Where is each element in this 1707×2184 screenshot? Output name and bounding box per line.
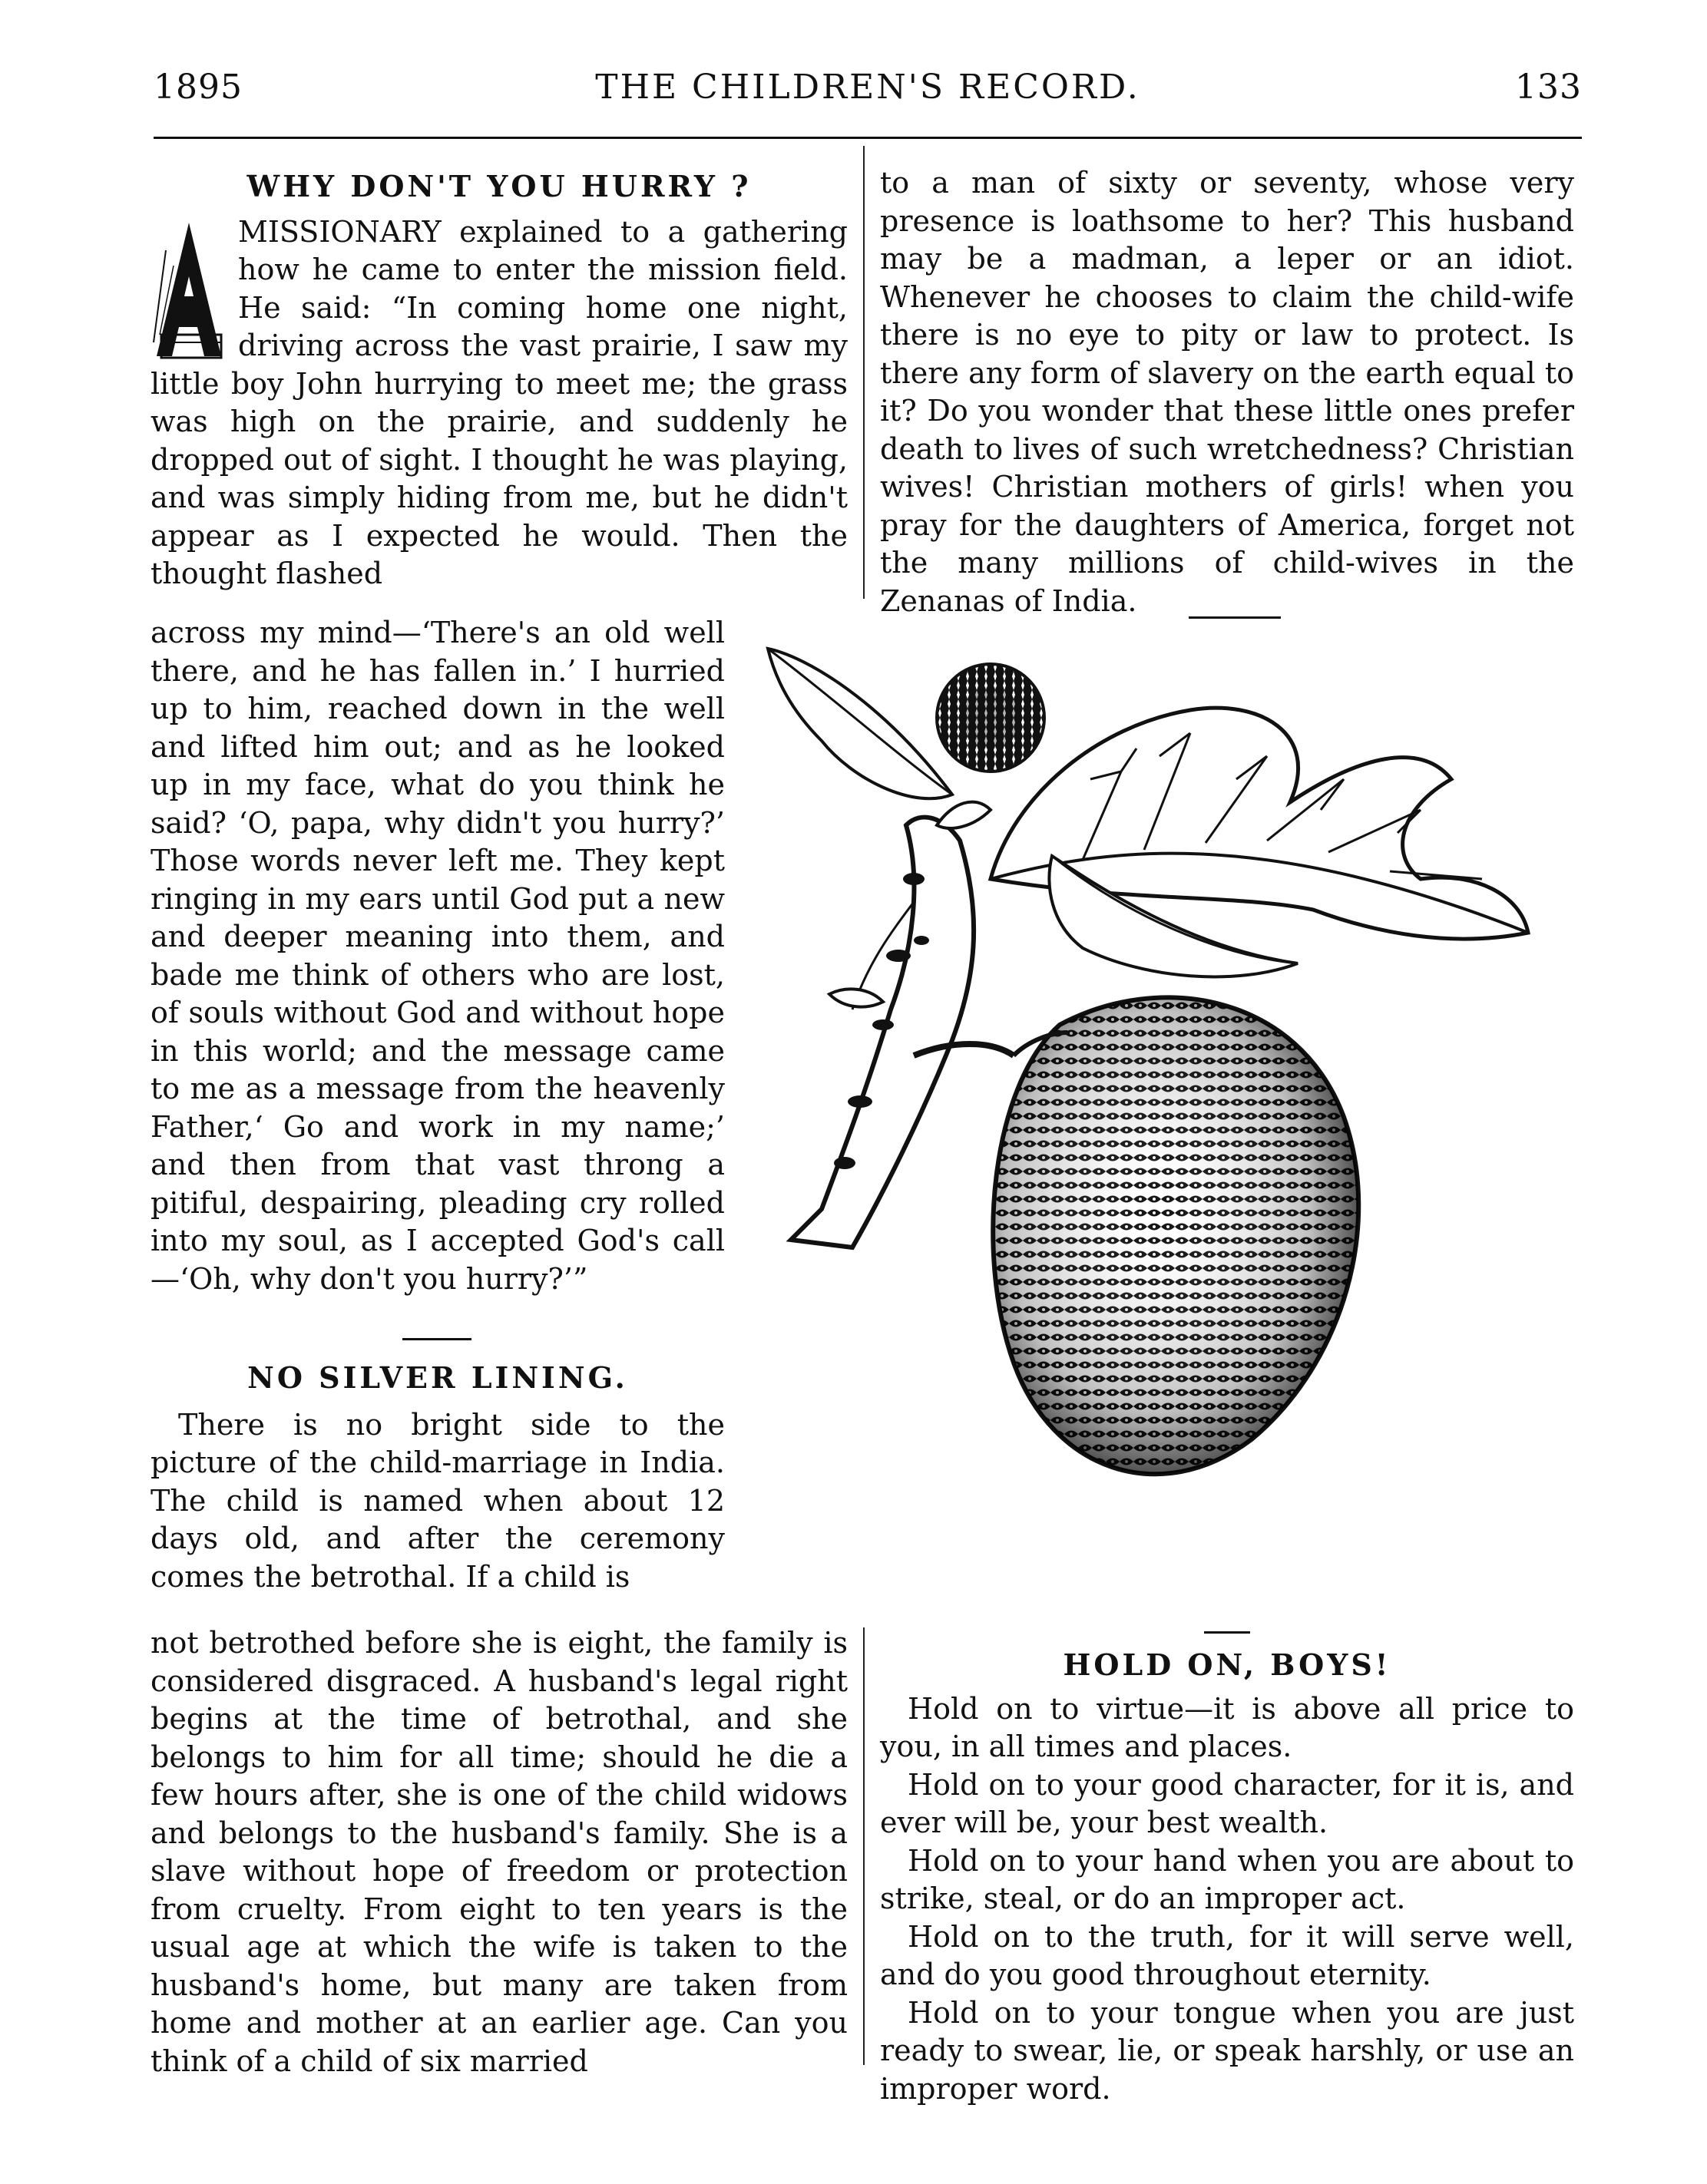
- article-body-continued: not betrothed before she is eight, the family is considered disgraced. A husband's legal right begins at the time of betrothal, and she belongs to him for all time; should he die a few hours after, she is one of the child widows and belongs to the husband's family. She is a slave without hope of freedom or protection from cruelty. From eight to ten years is the usual age at which the wife is taken to the husband's home, but many are taken from home and mother at an earlier age. Can you think of a child of six married: [151, 1626, 848, 2078]
- header-year: 1895: [154, 68, 243, 107]
- article-body-narrow: There is no bright side to the picture of the child-marriage in India. The child is named when about 12 days old, and after the ceremony comes the betrothal. If a child is: [151, 1407, 725, 1594]
- column-divider-bottom: [863, 1627, 865, 2065]
- article-why-dont-you-hurry: [151, 167, 848, 593]
- section-separator: [1189, 616, 1281, 619]
- publication-title: THE CHILDREN'S RECORD.: [595, 68, 1140, 107]
- header-rule: [154, 137, 1582, 139]
- paragraph: Hold on to your hand when you are about to strike, steal, or do an improper act.: [880, 1843, 1574, 1915]
- paragraph: Hold on to virtue—it is above all price to you, in all times and places.: [880, 1691, 1574, 1763]
- article-continuation: [880, 164, 1574, 620]
- article-body-wide: MISSIONARY explained to a gathering how he came to enter the mission field. He said: “In coming home one night, driving across the vast prairie, I saw my little boy John hurrying to meet me; the grass was high on the prairie, and suddenly he dropped out of sight. I thought he was playing, and was simply hiding from me, but he didn't appear as I expected he would. Then the thought flashed: [151, 214, 848, 590]
- paragraph: Hold on to your tongue when you are just ready to swear, lie, or speak harshly, or use an improper word.: [880, 1995, 1574, 2106]
- paragraph: Hold on to the truth, for it will serve well, and do you good throughout eternity.: [880, 1919, 1574, 1991]
- article-heading: NO SILVER LINING.: [247, 1360, 628, 1395]
- article-heading: WHY DON'T YOU HURRY ?: [246, 169, 752, 203]
- article-body-wide: [151, 1624, 848, 2080]
- page-header: [154, 68, 1582, 114]
- section-separator: [402, 1338, 471, 1340]
- section-separator: [1204, 1631, 1250, 1634]
- column-divider-top: [863, 146, 865, 599]
- continuation-text: to a man of sixty or seventy, whose very presence is loathsome to her? This husband may be a madman, a leper or an idiot. Whenever he chooses to claim the child-wife there is no eye to pity or law to protect. Is there any form of slavery on the earth equal to it? Do you wonder that these little ones prefer death to lives of such wretchedness? Christian wives! Christian mothers of girls! when you pray for the daughters of America, forget not the many millions of child-wives in the Zenanas of India.: [880, 166, 1574, 618]
- paragraph: Hold on to your good character, for it is, and ever will be, your best wealth.: [880, 1767, 1574, 1839]
- breadfruit-branch-icon: [760, 626, 1574, 1601]
- article-hold-on-boys: [880, 1631, 1574, 2108]
- article-body-narrow: [151, 614, 725, 1298]
- article-no-silver-lining: [151, 1359, 725, 1596]
- page-number: 133: [1515, 68, 1582, 107]
- drop-cap-a: [151, 220, 227, 364]
- article-body-continued: across my mind—‘There's an old well there, and he has fallen in.’ I hurried up to him, reached down in the well and lifted him out; and as he looked up in my face, what do you think he said? ‘O, papa, why didn't you hurry?’ Those words never left me. They kept ringing in my ears until God put a new and deeper meaning into them, and bade me think of others who are lost, of souls without God and without hope in this world; and the message came to me as a message from the heavenly Father,‘ Go and work in my name;’ and then from that vast throng a pitiful, despairing, pleading cry rolled into my soul, as I accepted God's call—‘Oh, why don't you hurry?’”: [151, 616, 725, 1296]
- article-heading: HOLD ON, BOYS!: [1063, 1647, 1391, 1682]
